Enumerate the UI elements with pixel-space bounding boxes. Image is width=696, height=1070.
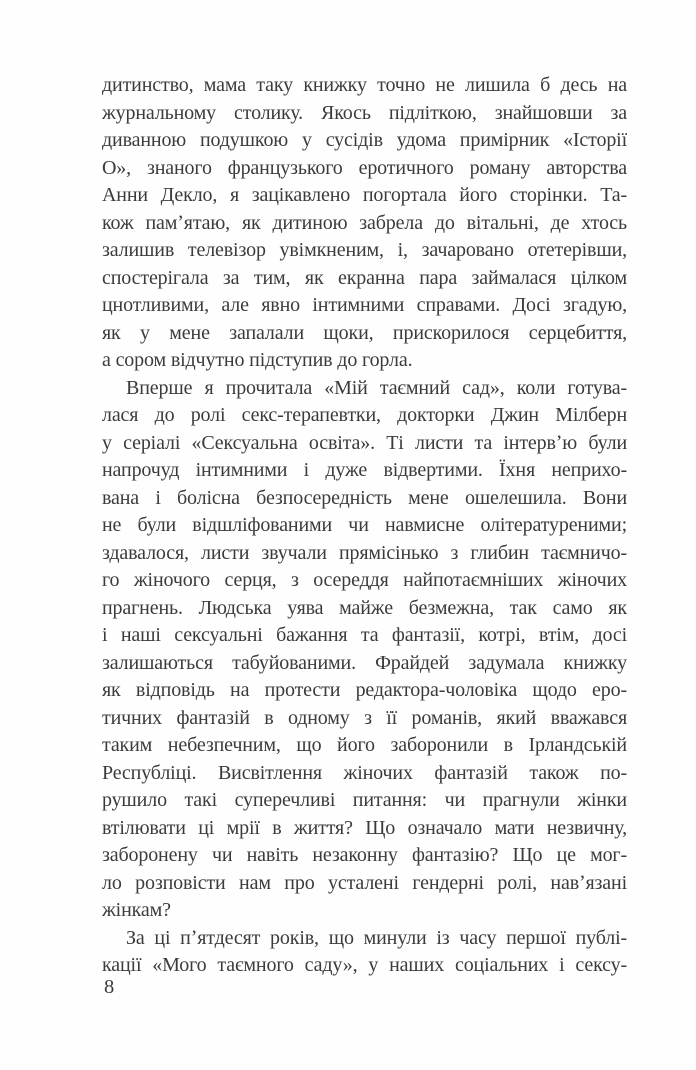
text-line: ло розповісти нам про усталені гендерні ролі, навʼязані bbox=[102, 871, 627, 894]
text-line: О», знаного французького еротичного роману авторства bbox=[102, 156, 627, 179]
text-line: здавалося, листи звучали прямісінько з глибин таємничо- bbox=[102, 541, 627, 564]
text-line: спостерігала за тим, як екранна пара займалася цілком bbox=[102, 266, 627, 289]
text-line: таким небезпечним, що його заборонили в Ірландській bbox=[102, 734, 627, 756]
text-line: залишив телевізор увімкненим, і, зачаровано отетерівши, bbox=[102, 239, 627, 261]
text-line: а сором відчутно підступив до горла. bbox=[102, 349, 413, 371]
paragraph bbox=[102, 925, 627, 980]
text-line: рушило такі суперечливі питання: чи прагнули жінки bbox=[102, 789, 627, 811]
text-line: жінкам? bbox=[102, 899, 171, 921]
text-line: тичних фантазій в одному з її романів, який вважався bbox=[102, 706, 627, 729]
text-line: Вперше я прочитала «Мій таємний сад», коли готува- bbox=[126, 376, 627, 399]
text-line: лася до ролі секс-терапевтки, докторки Джин Мілберн bbox=[102, 404, 627, 426]
text-line: кації «Мого таємного саду», у наших соціальних і сексу- bbox=[102, 954, 627, 976]
page-number: 8 bbox=[104, 976, 115, 998]
text-line: втілювати ці мрії в життя? Що означало мати незвичну, bbox=[102, 816, 627, 839]
text-line: і наші сексуальні бажання та фантазії, котрі, втім, досі bbox=[102, 624, 627, 646]
text-line: За ці пʼятдесят років, що минули із часу першої публі- bbox=[126, 926, 627, 949]
text-line: як відповідь на протести редактора-чоловіка щодо еро- bbox=[102, 679, 627, 701]
text-line: напрочуд інтимними і дуже відвертими. Їхня неприхо- bbox=[102, 459, 627, 481]
text-line: заборонену чи навіть незаконну фантазію? Що це мог- bbox=[102, 844, 627, 866]
text-line: дитинство, мама таку книжку точно не лишила б десь на bbox=[102, 74, 627, 96]
text-line: як у мене запалали щоки, прискорилося серцебиття, bbox=[102, 321, 627, 344]
text-line: Республіці. Висвітлення жіночих фантазій також по- bbox=[102, 761, 627, 784]
text-line: не були відшліфованими чи навмисне олітературеними; bbox=[102, 514, 627, 536]
text-line: диванною подушкою у сусідів удома примірник «Історії bbox=[102, 129, 627, 151]
text-line: журнальному столику. Якось підліткою, знайшовши за bbox=[102, 101, 627, 124]
text-line: залишаються табуйованими. Фрайдей задумала книжку bbox=[102, 651, 627, 674]
paragraph bbox=[102, 375, 627, 925]
text-line: у серіалі «Сексуальна освіта». Ті листи та інтервʼю були bbox=[102, 431, 627, 454]
text-line: го жіночого серця, з осереддя найпотаємніших жіночих bbox=[102, 569, 627, 591]
paragraph bbox=[102, 72, 627, 375]
text-line: вана і болісна безпосередність мене ошелешила. Вони bbox=[102, 486, 627, 509]
body-text bbox=[102, 72, 627, 980]
text-line: Анни Декло, я зацікавлено погортала його сторінки. Та- bbox=[102, 184, 627, 206]
text-line: кож памʼятаю, як дитиною забрела до вітальні, де хтось bbox=[102, 211, 627, 234]
text-line: цнотливими, але явно інтимними справами. Досі згадую, bbox=[102, 294, 627, 316]
text-line: прагнень. Людська уява майже безмежна, так само як bbox=[102, 596, 627, 619]
